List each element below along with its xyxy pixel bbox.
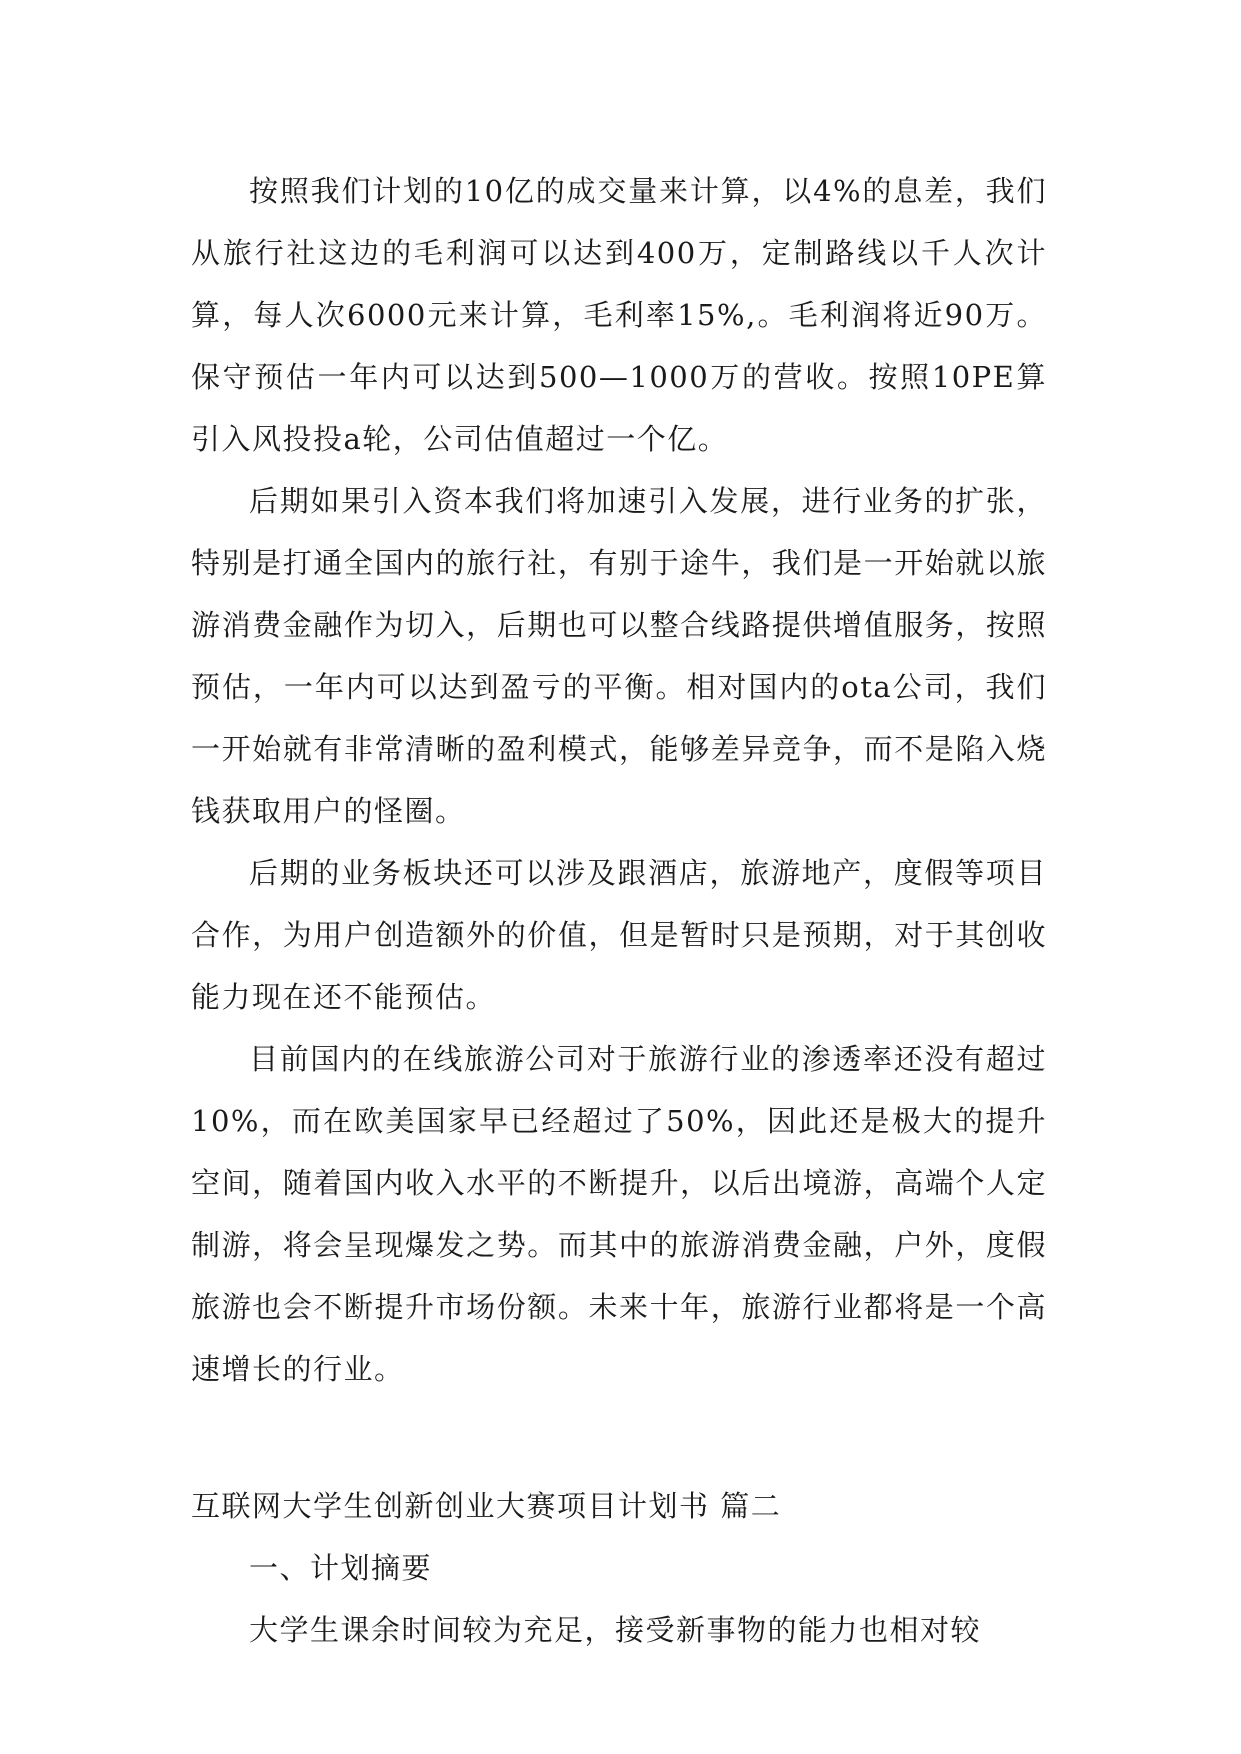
paragraph-summary-intro: 大学生课余时间较为充足，接受新事物的能力也相对较 xyxy=(249,1613,982,1647)
paragraph-market-outlook: 目前国内的在线旅游公司对于旅游行业的渗透率还没有超过10%，而在欧美国家早已经超过了50%，因此还是极大的提升空间，随着国内收入水平的不断提升，以后出境游，高端个人定制游，将会呈现爆发之势。而其中的旅游消费金融，户外，度假旅游也会不断提升市场份额。未来十年，旅游行业都将是一个高速增长的行业。 xyxy=(191,1042,1047,1386)
paragraph-revenue-estimate: 按照我们计划的10亿的成交量来计算，以4%的息差，我们从旅行社这边的毛利润可以达到400万，定制路线以千人次计算，每人次6000元来计算，毛利率15%,。毛利润将近90万。保守预估一年内可以达到500—1000万的营收。按照10PE算引入风投投a轮，公司估值超过一个亿。 xyxy=(191,174,1047,456)
section-subtitle: 一、计划摘要 xyxy=(249,1551,433,1585)
section-title: 互联网大学生创新创业大赛项目计划书 篇二 xyxy=(191,1489,782,1523)
paragraph-business-segments: 后期的业务板块还可以涉及跟酒店，旅游地产，度假等项目合作，为用户创造额外的价值，但是暂时只是预期，对于其创收能力现在还不能预估。 xyxy=(191,856,1047,1014)
paragraph-expansion-plan: 后期如果引入资本我们将加速引入发展，进行业务的扩张，特别是打通全国内的旅行社，有别于途牛，我们是一开始就以旅游消费金融作为切入，后期也可以整合线路提供增值服务，按照预估，一年内可以达到盈亏的平衡。相对国内的ota公司，我们一开始就有非常清晰的盈利模式，能够差异竞争，而不是陷入烧钱获取用户的怪圈。 xyxy=(191,484,1047,828)
document-body xyxy=(191,160,1047,1661)
